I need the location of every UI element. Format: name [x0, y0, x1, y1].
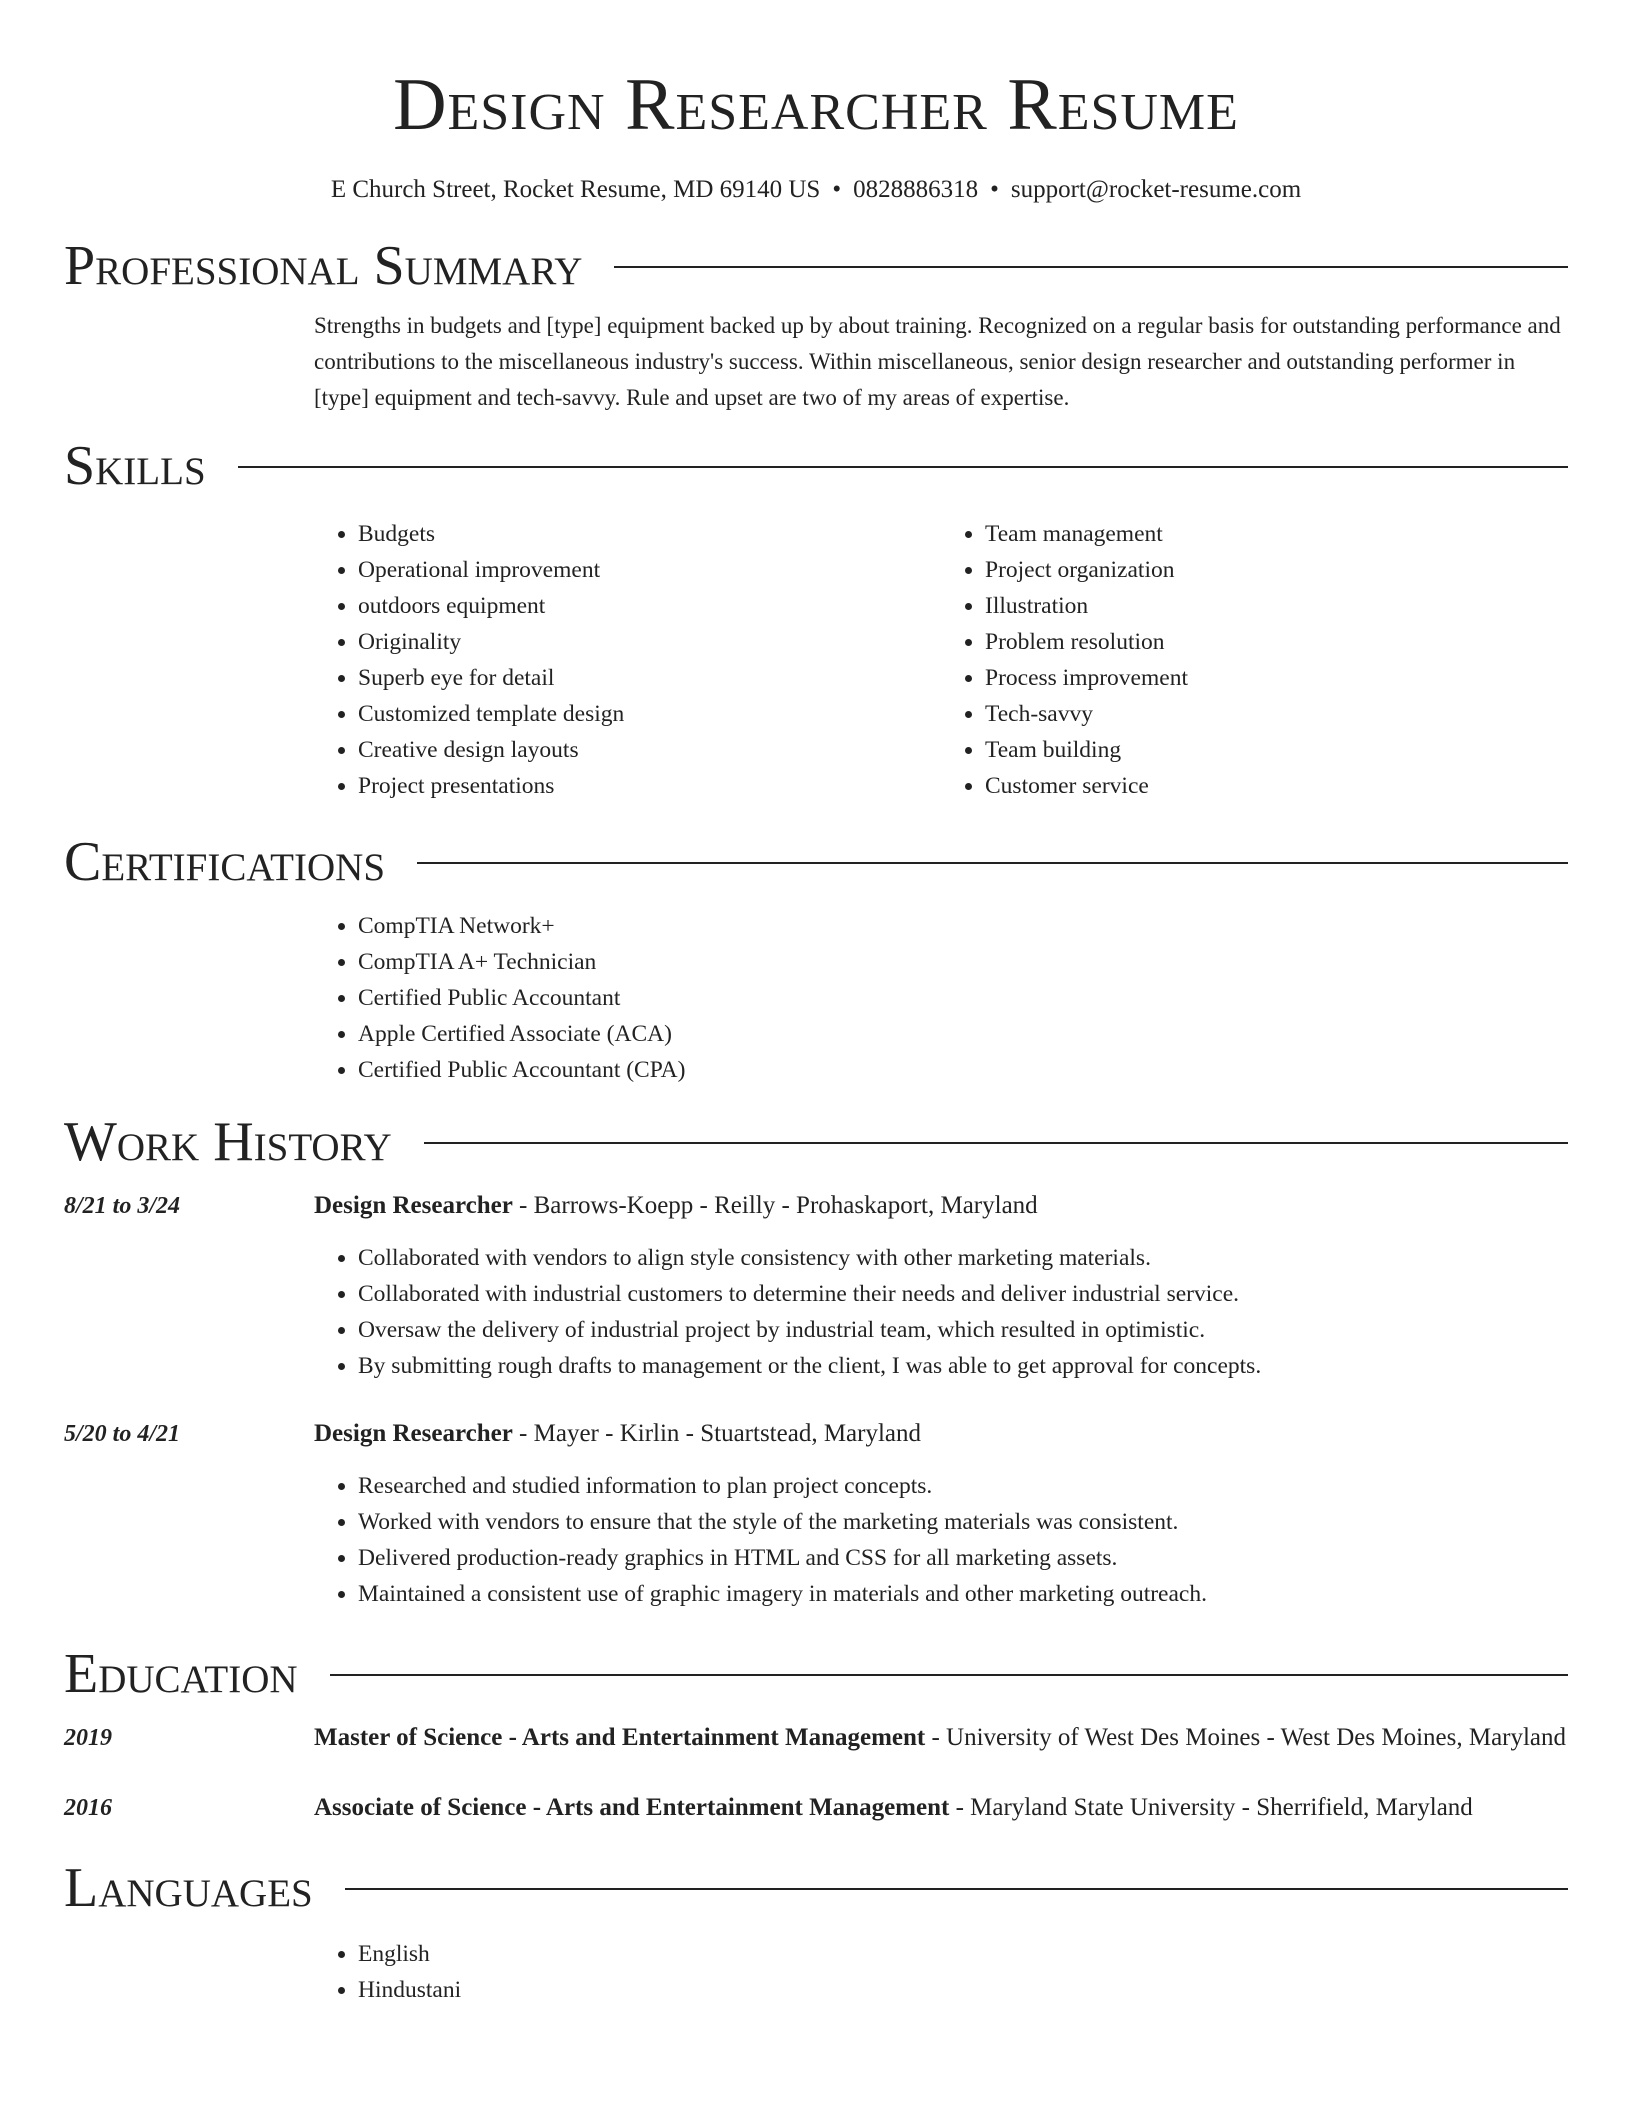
skill-item: • Superb eye for detail	[358, 660, 941, 696]
job-bullet: • Collaborated with vendors to align style consistency with other marketing materials.	[358, 1240, 1568, 1276]
section-divider	[238, 466, 1568, 468]
contact-separator: •	[832, 176, 842, 203]
certification-item: • CompTIA Network+	[358, 908, 1568, 944]
job-entry	[64, 1186, 1568, 1226]
job-bullets	[314, 1468, 1568, 1612]
job-body	[314, 1414, 1568, 1454]
skill-item: • Tech-savvy	[985, 696, 1568, 732]
section-divider	[614, 266, 1568, 268]
job-title: Design Researcher	[314, 1192, 513, 1219]
contact-email: support@rocket-resume.com	[1010, 176, 1302, 203]
skill-item: • Originality	[358, 624, 941, 660]
skills-list-left	[314, 516, 941, 804]
job-responsibilities	[314, 1468, 1568, 1612]
certification-item: • Certified Public Accountant	[358, 980, 1568, 1016]
certification-item: • Apple Certified Associate (ACA)	[358, 1016, 1568, 1052]
skill-item: • Problem resolution	[985, 624, 1568, 660]
certifications-list	[314, 908, 1568, 1088]
job-dates: 8/21 to 3/24	[64, 1193, 181, 1219]
job-bullet: • Maintained a consistent use of graphic imagery in materials and other marketing outreach.	[358, 1576, 1568, 1612]
languages-heading: Languages	[64, 1857, 313, 1919]
job-heading	[314, 1414, 1568, 1454]
job-heading	[314, 1186, 1568, 1226]
language-item: • Hindustani	[358, 1972, 1568, 2008]
languages-list	[314, 1936, 1568, 2008]
education-year: 2019	[64, 1725, 112, 1751]
skill-item: • Customer service	[985, 768, 1568, 804]
education-entry	[64, 1788, 1568, 1828]
skills-columns	[314, 516, 1568, 804]
job-details: - Mayer - Kirlin - Stuartstead, Maryland	[512, 1420, 922, 1447]
summary-heading: Professional Summary	[64, 235, 583, 297]
skill-item: • Process improvement	[985, 660, 1568, 696]
contact-line	[0, 174, 1632, 206]
education-degree: Master of Science - Arts and Entertainment Management	[314, 1724, 926, 1751]
skill-item: • Customized template design	[358, 696, 941, 732]
job-dates: 5/20 to 4/21	[64, 1421, 181, 1447]
skills-section-header	[64, 434, 1568, 498]
certification-item: • CompTIA A+ Technician	[358, 944, 1568, 980]
skill-item: • Creative design layouts	[358, 732, 941, 768]
skill-item: • Team building	[985, 732, 1568, 768]
section-divider	[345, 1888, 1568, 1890]
job-title: Design Researcher	[314, 1420, 513, 1447]
skill-item: • Illustration	[985, 588, 1568, 624]
certifications-heading: Certifications	[64, 831, 386, 893]
summary-text: Strengths in budgets and [type] equipment backed up by about training. Recognized on a regular basis for outstanding performance and contributions to the miscellaneous industry's success. Within miscellaneous, senior design researcher and outstanding performer in [type] equipment and tech-savvy. Rule and upset are two of my areas of expertise.	[314, 313, 1561, 410]
job-bullet: • Collaborated with industrial customers to determine their needs and deliver industrial service.	[358, 1276, 1568, 1312]
job-bullet: • Delivered production-ready graphics in HTML and CSS for all marketing assets.	[358, 1540, 1568, 1576]
skill-item: • Budgets	[358, 516, 941, 552]
contact-separator: •	[990, 176, 999, 203]
contact-address: E Church Street, Rocket Resume, MD 69140 US	[330, 176, 821, 203]
job-bullet: • By submitting rough drafts to management or the client, I was able to get approval for concepts.	[358, 1348, 1568, 1384]
job-body	[314, 1186, 1568, 1226]
education-entry	[64, 1718, 1568, 1758]
languages-content	[314, 1936, 1568, 2008]
languages-section-header	[64, 1856, 1568, 1920]
skill-item: • Team management	[985, 516, 1568, 552]
education-body	[314, 1718, 1568, 1758]
skill-item: • Operational improvement	[358, 552, 941, 588]
job-entry	[64, 1414, 1568, 1454]
summary-section-header	[64, 234, 1568, 298]
skill-item: • outdoors equipment	[358, 588, 941, 624]
job-bullet: • Worked with vendors to ensure that the style of the marketing materials was consistent.	[358, 1504, 1568, 1540]
education-degree: Associate of Science - Arts and Entertainment Management	[314, 1794, 950, 1821]
job-responsibilities	[314, 1240, 1568, 1384]
language-item: • English	[358, 1936, 1568, 1972]
section-divider	[424, 1142, 1568, 1144]
work-heading: Work History	[64, 1111, 392, 1173]
job-bullet: • Researched and studied information to plan project concepts.	[358, 1468, 1568, 1504]
certifications-content	[314, 908, 1568, 1088]
job-details: - Barrows-Koepp - Reilly - Prohaskaport, Maryland	[512, 1192, 1038, 1219]
work-section-header	[64, 1110, 1568, 1174]
certification-item: • Certified Public Accountant (CPA)	[358, 1052, 1568, 1088]
education-year: 2016	[64, 1795, 112, 1821]
contact-phone: 0828886318	[853, 176, 979, 203]
job-bullets	[314, 1240, 1568, 1384]
education-heading: Education	[64, 1643, 298, 1705]
section-divider	[330, 1674, 1568, 1676]
skills-list-right	[941, 516, 1568, 804]
education-body	[314, 1788, 1568, 1828]
job-bullet: • Oversaw the delivery of industrial project by industrial team, which resulted in optimistic.	[358, 1312, 1568, 1348]
education-details: - Maryland State University - Sherrifield, Maryland	[949, 1794, 1473, 1821]
education-section-header	[64, 1642, 1568, 1706]
skills-heading: Skills	[64, 435, 206, 497]
skill-item: • Project presentations	[358, 768, 941, 804]
certifications-section-header	[64, 830, 1568, 894]
skill-item: • Project organization	[985, 552, 1568, 588]
education-details: - University of West Des Moines - West Des Moines, Maryland	[925, 1724, 1567, 1751]
section-divider	[417, 862, 1568, 864]
resume-title: Design Researcher Resume	[393, 64, 1239, 146]
